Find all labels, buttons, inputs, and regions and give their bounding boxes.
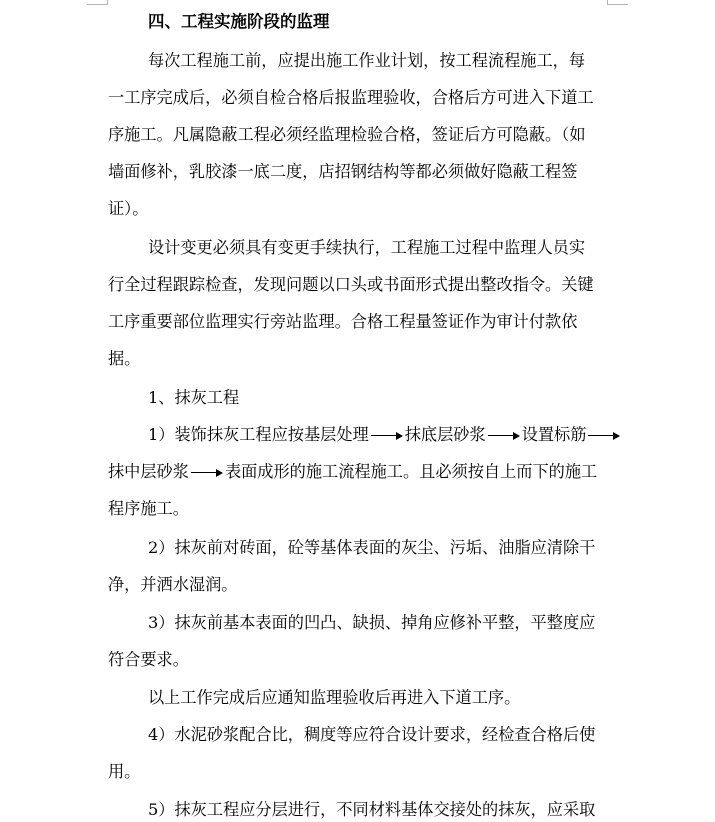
right-arrow-icon <box>371 430 403 442</box>
item1-line2 <box>108 460 597 484</box>
note-line: 以上工作完成后应通知监理验收后再进入下道工序。 <box>148 688 521 707</box>
para2-line: 行全过程跟踪检查，发现问题以口头或书面形式提出整改指令。关键 <box>108 275 594 294</box>
flow-step-text: 抹底层砂浆 <box>404 425 486 444</box>
item1-line3: 程序施工。 <box>108 499 189 518</box>
item2-line: 2）抹灰前对砖面，砼等基体表面的灰尘、污垢、油脂应清除干 <box>148 538 596 557</box>
para2-line: 据。 <box>108 349 141 368</box>
item5-line: 5）抹灰工程应分层进行，不同材料基体交接处的抹灰，应采取 <box>148 800 596 819</box>
para1-line: 墙面修补，乳胶漆一底二度，店招钢结构等都必须做好隐蔽工程签 <box>108 162 578 181</box>
page-corner-mark-right <box>607 0 628 5</box>
right-arrow-icon <box>588 430 620 442</box>
para2-line: 设计变更必须具有变更手续执行，工程施工过程中监理人员实 <box>148 238 586 257</box>
page-corner-mark-left <box>87 0 108 5</box>
right-arrow-icon <box>191 467 223 479</box>
para1-line: 证）。 <box>108 199 149 218</box>
item1-line1 <box>148 423 622 447</box>
item3-line: 3）抹灰前基本表面的凹凸、缺损、掉角应修补平整，平整度应 <box>148 613 596 632</box>
subsection-title: 1、抹灰工程 <box>148 388 240 407</box>
para1-line: 序施工。凡属隐蔽工程必须经监理检验合格，签证后方可隐蔽。（如 <box>108 125 586 144</box>
item3-line: 符合要求。 <box>108 650 189 669</box>
item4-line: 4）水泥砂浆配合比，稠度等应符合设计要求，经检查合格后使 <box>148 725 596 744</box>
para2-line: 工序重要部位监理实行旁站监理。合格工程量签证作为审计付款依 <box>108 312 578 331</box>
right-arrow-icon <box>488 430 520 442</box>
flow-step-text: 表面成形的施工流程施工。且必须按自上而下的施工 <box>224 462 598 481</box>
flow-step-text: 1）装饰抹灰工程应按基层处理 <box>148 425 369 444</box>
flow-step-text: 设置标筋 <box>521 425 587 444</box>
item4-line: 用。 <box>108 762 141 781</box>
flow-step-text: 抹中层砂浆 <box>108 462 189 481</box>
para1-line: 每次工程施工前，应提出施工作业计划，按工程流程施工，每 <box>148 51 586 70</box>
section-heading: 四、工程实施阶段的监理 <box>148 12 330 31</box>
para1-line: 一工序完成后，必须自检合格后报监理验收，合格后方可进入下道工 <box>108 88 594 107</box>
item2-line: 净，并洒水湿润。 <box>108 575 238 594</box>
